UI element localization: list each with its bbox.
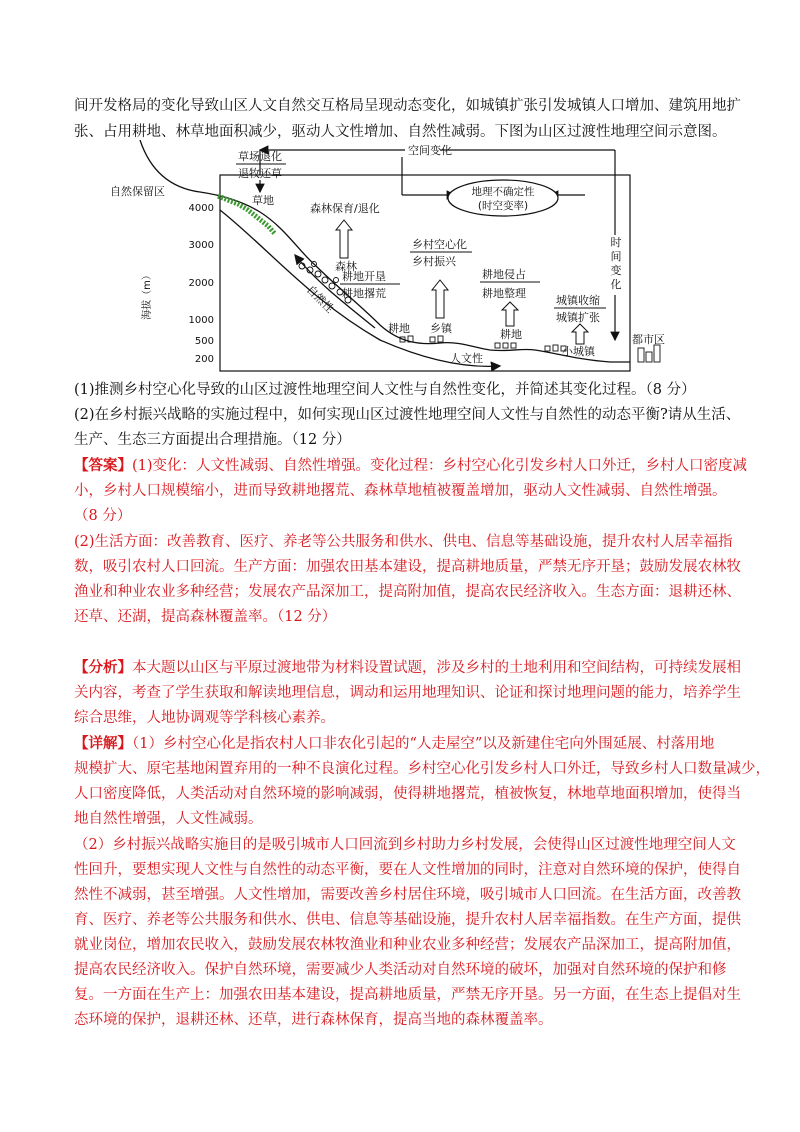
analysis-line-1: [74, 658, 741, 678]
tick-2000: 2000: [188, 278, 214, 289]
uncertainty-label-2: (时空变率): [477, 200, 529, 212]
answer-1-line-1: (1)变化：人文性减弱、自然性增强。变化过程：乡村空心化引发乡村人口外迁，乡村人口密度减: [132, 458, 748, 474]
analysis-line-2: 关内容，考查了学生获取和解读地理信息，调动和运用地理知识、论证和探讨地理问题的能力，培养学生: [74, 685, 741, 701]
metro-label: 都市区: [632, 333, 665, 346]
time-change-char-2: 间: [610, 250, 622, 263]
town-expand-label: 城镇扩张: [556, 311, 600, 324]
tick-3000: 3000: [188, 240, 214, 251]
metro-buildings: [638, 345, 660, 362]
detail-p2-line-4: 育、医疗、养老等公共服务和供水、供电、信息等基础设施，提升农村人居幸福指数。在生产方面，提供: [74, 912, 741, 928]
town-up-arrow: [572, 324, 588, 344]
return-grass-label: 退牧还草: [238, 167, 282, 180]
forest-up-arrow: [336, 220, 352, 258]
intro-line-1: 间开发格局的变化导致山区人文自然交互格局呈现动态变化，如城镇扩张引发城镇人口增加、建筑用地扩: [74, 98, 741, 114]
uncertainty-label-1: 地理不确定性: [471, 186, 535, 198]
farmland-1-label: 耕地: [388, 322, 410, 335]
farmland-arrange-label: 耕地整理: [482, 287, 526, 300]
detail-tag: 【详解】: [74, 735, 132, 752]
question-1: (1)推测乡村空心化导致的山区过渡性地理空间人文性与自然性变化，并简述其变化过程。（8 分）: [74, 382, 696, 398]
town-shrink-label: 城镇收缩: [556, 294, 600, 307]
mountain-transition-diagram: [110, 140, 670, 380]
mountain-profile: [140, 140, 630, 362]
farmland-2-label: 耕地: [500, 328, 522, 341]
answer-line-1: [74, 456, 747, 476]
time-change-char-4: 化: [610, 278, 622, 291]
detail-p2-line-6: 提高农民经济收入。保护自然环境，需要减少人类活动对自然环境的破坏，加强对自然环境的保护和修: [74, 962, 727, 978]
time-change-char-1: 时: [610, 236, 622, 249]
analysis-text-1: 本大题以山区与平原过渡地带为材料设置试题，涉及乡村的土地利用和空间结构，可持续发展相: [132, 660, 741, 676]
township-label: 乡镇: [430, 322, 452, 335]
answer-2-line-3: 渔业和种业农业多种经营；发展农产品深加工，提高附加值，提高农民经济收入。生态方面：退耕还林、: [74, 584, 741, 600]
rural-up-arrow: [432, 280, 448, 318]
detail-p2-line-7: 复。一方面在生产上：加强农田基本建设，提高耕地质量，严禁无序开垦。另一方面，在生态上提倡对生: [74, 987, 741, 1003]
question-2-line-1: (2)在乡村振兴战略的实施过程中，如何实现山区过渡性地理空间人文性与自然性的动态平衡?请从生活、: [74, 407, 741, 423]
farmland-reclaim-label: 耕地开垦: [342, 270, 386, 283]
grassland-label: 草地: [252, 194, 274, 207]
detail-p1-line-1: （1）乡村空心化是指农村人口非农化引起的“人走屋空”以及新建住宅向外围延展、村落用地: [132, 736, 715, 752]
diagram-frame: [220, 175, 630, 371]
analysis-tag: 【分析】: [74, 659, 132, 676]
forest-label: 森林: [335, 260, 357, 273]
tick-200: 200: [194, 354, 214, 365]
detail-p2-line-8: 态环境的保护，退耕还林、还草，进行森林保育，提高当地的森林覆盖率。: [74, 1012, 553, 1028]
naturalness-label: 自然性: [303, 282, 337, 316]
farmland-up-arrow: [502, 302, 518, 326]
humanity-label: 人文性: [450, 352, 483, 365]
answer-2-line-4: 还草、还湖，提高森林覆盖率。（12 分）: [74, 609, 337, 625]
grass-retreat-label: 草场退化: [238, 150, 282, 163]
tick-500: 500: [194, 336, 214, 347]
detail-p1-line-4: 地自然性增强，人文性减弱。: [74, 811, 263, 827]
space-change-label: 空间变化: [408, 144, 452, 157]
farmland-abandon-label: 耕地撂荒: [342, 287, 386, 300]
answer-1-line-2: 小，乡村人口规模缩小，进而导致耕地撂荒、森林草地植被覆盖增加，驱动人文性减弱、自然性增强。: [74, 483, 727, 499]
detail-p2-line-5: 就业岗位，增加农民收入，鼓励发展农林牧渔业和种业农业多种经营；发展农产品深加工，提高附加值，: [74, 937, 741, 953]
forest-protect-label: 森林保育/退化: [310, 202, 380, 215]
rural-hollow-label: 乡村空心化: [412, 238, 467, 251]
detail-p1-line-2: 规模扩大、原宅基地闲置弃用的一种不良演化过程。乡村空心化引发乡村人口外迁，导致乡村人口数量减少，: [74, 761, 770, 777]
answer-1-line-3: （8 分）: [74, 508, 132, 524]
analysis-line-3: 综合思维，人地协调观等学科核心素养。: [74, 710, 335, 726]
rural-revival-label: 乡村振兴: [412, 255, 456, 268]
answer-tag: 【答案】: [74, 457, 132, 474]
detail-line-1: [74, 734, 714, 754]
detail-p2-line-1: （2）乡村振兴战略实施目的是吸引城市人口回流到乡村助力乡村发展，会使得山区过渡性地理空间人文: [74, 837, 736, 853]
detail-p2-line-2: 性回升，要想实现人文性与自然性的动态平衡，要在人文性增加的同时，注意对自然环境的保护，使得自: [74, 862, 741, 878]
small-town-label: 小城镇: [562, 345, 595, 358]
altitude-axis-label: 海拔（m）: [142, 270, 153, 320]
tick-1000: 1000: [188, 315, 214, 326]
detail-p1-line-3: 人口密度降低，人类活动对自然环境的影响减弱，使得耕地撂荒，植被恢复，林地草地面积增加，使得当: [74, 786, 741, 802]
farmland-occupy-label: 耕地侵占: [482, 268, 526, 281]
answer-2-line-2: 数，吸引农村人口回流。生产方面：加强农田基本建设，提高耕地质量，严禁无序开垦；鼓励发展农林牧: [74, 559, 741, 575]
answer-2-line-1: (2)生活方面：改善教育、医疗、养老等公共服务和供水、供电、信息等基础设施，提升农村人居幸福指: [74, 534, 733, 550]
detail-p2-line-3: 然性不减弱，甚至增强。人文性增加，需要改善乡村居住环境，吸引城市人口回流。在生活方面，改善教: [74, 887, 741, 903]
question-2-line-2: 生产、生态三方面提出合理措施。（12 分）: [74, 432, 351, 448]
time-change-char-3: 变: [610, 264, 622, 277]
nature-reserve-label: 自然保留区: [110, 185, 165, 198]
tick-4000: 4000: [188, 203, 214, 214]
intro-line-2: 张、占用耕地、林草地面积减少，驱动人文性增加、自然性减弱。下图为山区过渡性地理空间示意图。: [74, 124, 727, 140]
